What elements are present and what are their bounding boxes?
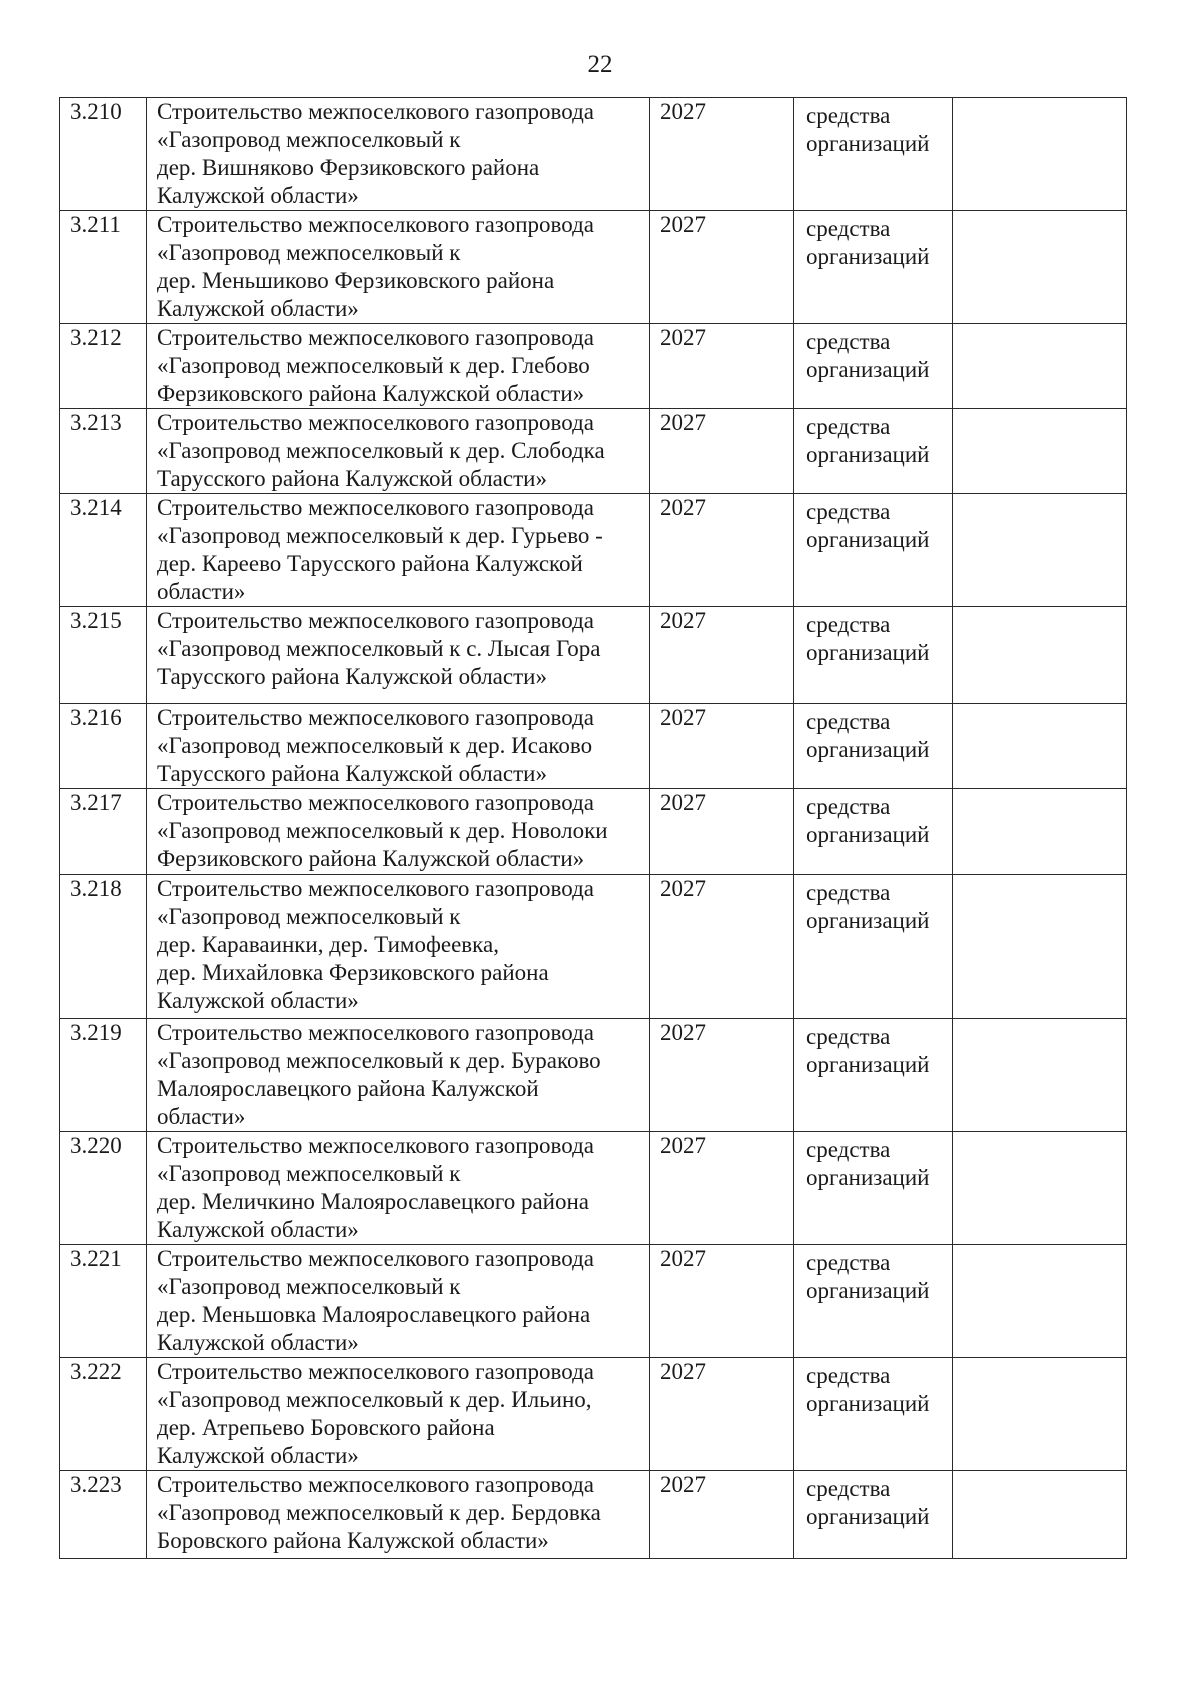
project-name: Строительство межпоселкового газопровода «Газопровод межпоселковый к дер. Бураково Малоярославецкого района Калужской области» xyxy=(147,1019,650,1132)
empty-cell xyxy=(953,1132,1127,1245)
empty-cell xyxy=(953,98,1127,211)
project-name: Строительство межпоселкового газопровода «Газопровод межпоселковый к дер. Исаково Тарусского района Калужской области» xyxy=(147,704,650,789)
funding-source: средства организаций xyxy=(794,1132,953,1245)
project-year: 2027 xyxy=(650,494,794,607)
table-row xyxy=(60,494,1127,607)
empty-cell xyxy=(953,1019,1127,1132)
project-name: Строительство межпоселкового газопровода «Газопровод межпоселковый к дер. Вишняково Ферзиковского района Калужской области» xyxy=(147,98,650,211)
empty-cell xyxy=(953,704,1127,789)
empty-cell xyxy=(953,1245,1127,1358)
table-row xyxy=(60,1132,1127,1245)
table-row xyxy=(60,1245,1127,1358)
empty-cell xyxy=(953,1358,1127,1471)
project-name: Строительство межпоселкового газопровода «Газопровод межпоселковый к дер. Меньшовка Малоярославецкого района Калужской области» xyxy=(147,1245,650,1358)
row-number: 3.211 xyxy=(60,211,147,324)
table-row xyxy=(60,98,1127,211)
row-number: 3.210 xyxy=(60,98,147,211)
table-row xyxy=(60,704,1127,789)
project-name: Строительство межпоселкового газопровода «Газопровод межпоселковый к дер. Новолоки Ферзиковского района Калужской области» xyxy=(147,789,650,875)
funding-source: средства организаций xyxy=(794,98,953,211)
projects-table xyxy=(59,97,1127,1559)
project-year: 2027 xyxy=(650,875,794,1019)
project-year: 2027 xyxy=(650,789,794,875)
table-row xyxy=(60,1019,1127,1132)
project-name: Строительство межпоселкового газопровода «Газопровод межпоселковый к дер. Караваинки, дер. Тимофеевка, дер. Михайловка Ферзиковского района Калужской области» xyxy=(147,875,650,1019)
project-year: 2027 xyxy=(650,211,794,324)
empty-cell xyxy=(953,875,1127,1019)
row-number: 3.217 xyxy=(60,789,147,875)
table-row xyxy=(60,1358,1127,1471)
project-year: 2027 xyxy=(650,409,794,494)
project-year: 2027 xyxy=(650,324,794,409)
row-number: 3.213 xyxy=(60,409,147,494)
funding-source: средства организаций xyxy=(794,211,953,324)
row-number: 3.215 xyxy=(60,607,147,704)
empty-cell xyxy=(953,789,1127,875)
project-year: 2027 xyxy=(650,98,794,211)
empty-cell xyxy=(953,494,1127,607)
row-number: 3.218 xyxy=(60,875,147,1019)
row-number: 3.220 xyxy=(60,1132,147,1245)
project-year: 2027 xyxy=(650,704,794,789)
row-number: 3.212 xyxy=(60,324,147,409)
page-number: 22 xyxy=(587,51,613,78)
empty-cell xyxy=(953,1471,1127,1559)
funding-source: средства организаций xyxy=(794,1358,953,1471)
project-year: 2027 xyxy=(650,607,794,704)
row-number: 3.219 xyxy=(60,1019,147,1132)
project-name: Строительство межпоселкового газопровода «Газопровод межпоселковый к дер. Слободка Тарусского района Калужской области» xyxy=(147,409,650,494)
table-row xyxy=(60,789,1127,875)
funding-source: средства организаций xyxy=(794,1245,953,1358)
project-name: Строительство межпоселкового газопровода «Газопровод межпоселковый к дер. Бердовка Боровского района Калужской области» xyxy=(147,1471,650,1559)
table-row xyxy=(60,324,1127,409)
empty-cell xyxy=(953,409,1127,494)
project-name: Строительство межпоселкового газопровода «Газопровод межпоселковый к дер. Меньшиково Ферзиковского района Калужской области» xyxy=(147,211,650,324)
project-year: 2027 xyxy=(650,1471,794,1559)
row-number: 3.216 xyxy=(60,704,147,789)
funding-source: средства организаций xyxy=(794,704,953,789)
project-name: Строительство межпоселкового газопровода «Газопровод межпоселковый к дер. Меличкино Малоярославецкого района Калужской области» xyxy=(147,1132,650,1245)
funding-source: средства организаций xyxy=(794,607,953,704)
table-row xyxy=(60,409,1127,494)
row-number: 3.222 xyxy=(60,1358,147,1471)
project-name: Строительство межпоселкового газопровода «Газопровод межпоселковый к с. Лысая Гора Тарусского района Калужской области» xyxy=(147,607,650,704)
funding-source: средства организаций xyxy=(794,875,953,1019)
project-year: 2027 xyxy=(650,1132,794,1245)
project-year: 2027 xyxy=(650,1245,794,1358)
table-body xyxy=(60,98,1127,1559)
funding-source: средства организаций xyxy=(794,494,953,607)
funding-source: средства организаций xyxy=(794,324,953,409)
funding-source: средства организаций xyxy=(794,1019,953,1132)
empty-cell xyxy=(953,324,1127,409)
empty-cell xyxy=(953,211,1127,324)
row-number: 3.214 xyxy=(60,494,147,607)
table-row xyxy=(60,607,1127,704)
table-row xyxy=(60,1471,1127,1559)
empty-cell xyxy=(953,607,1127,704)
funding-source: средства организаций xyxy=(794,789,953,875)
table-row xyxy=(60,875,1127,1019)
row-number: 3.223 xyxy=(60,1471,147,1559)
project-year: 2027 xyxy=(650,1358,794,1471)
row-number: 3.221 xyxy=(60,1245,147,1358)
funding-source: средства организаций xyxy=(794,1471,953,1559)
project-year: 2027 xyxy=(650,1019,794,1132)
table-row xyxy=(60,211,1127,324)
funding-source: средства организаций xyxy=(794,409,953,494)
project-name: Строительство межпоселкового газопровода «Газопровод межпоселковый к дер. Гурьево - дер. Кареево Тарусского района Калужской области» xyxy=(147,494,650,607)
project-name: Строительство межпоселкового газопровода «Газопровод межпоселковый к дер. Глебово Ферзиковского района Калужской области» xyxy=(147,324,650,409)
project-name: Строительство межпоселкового газопровода «Газопровод межпоселковый к дер. Ильино, дер. Атрепьево Боровского района Калужской области» xyxy=(147,1358,650,1471)
